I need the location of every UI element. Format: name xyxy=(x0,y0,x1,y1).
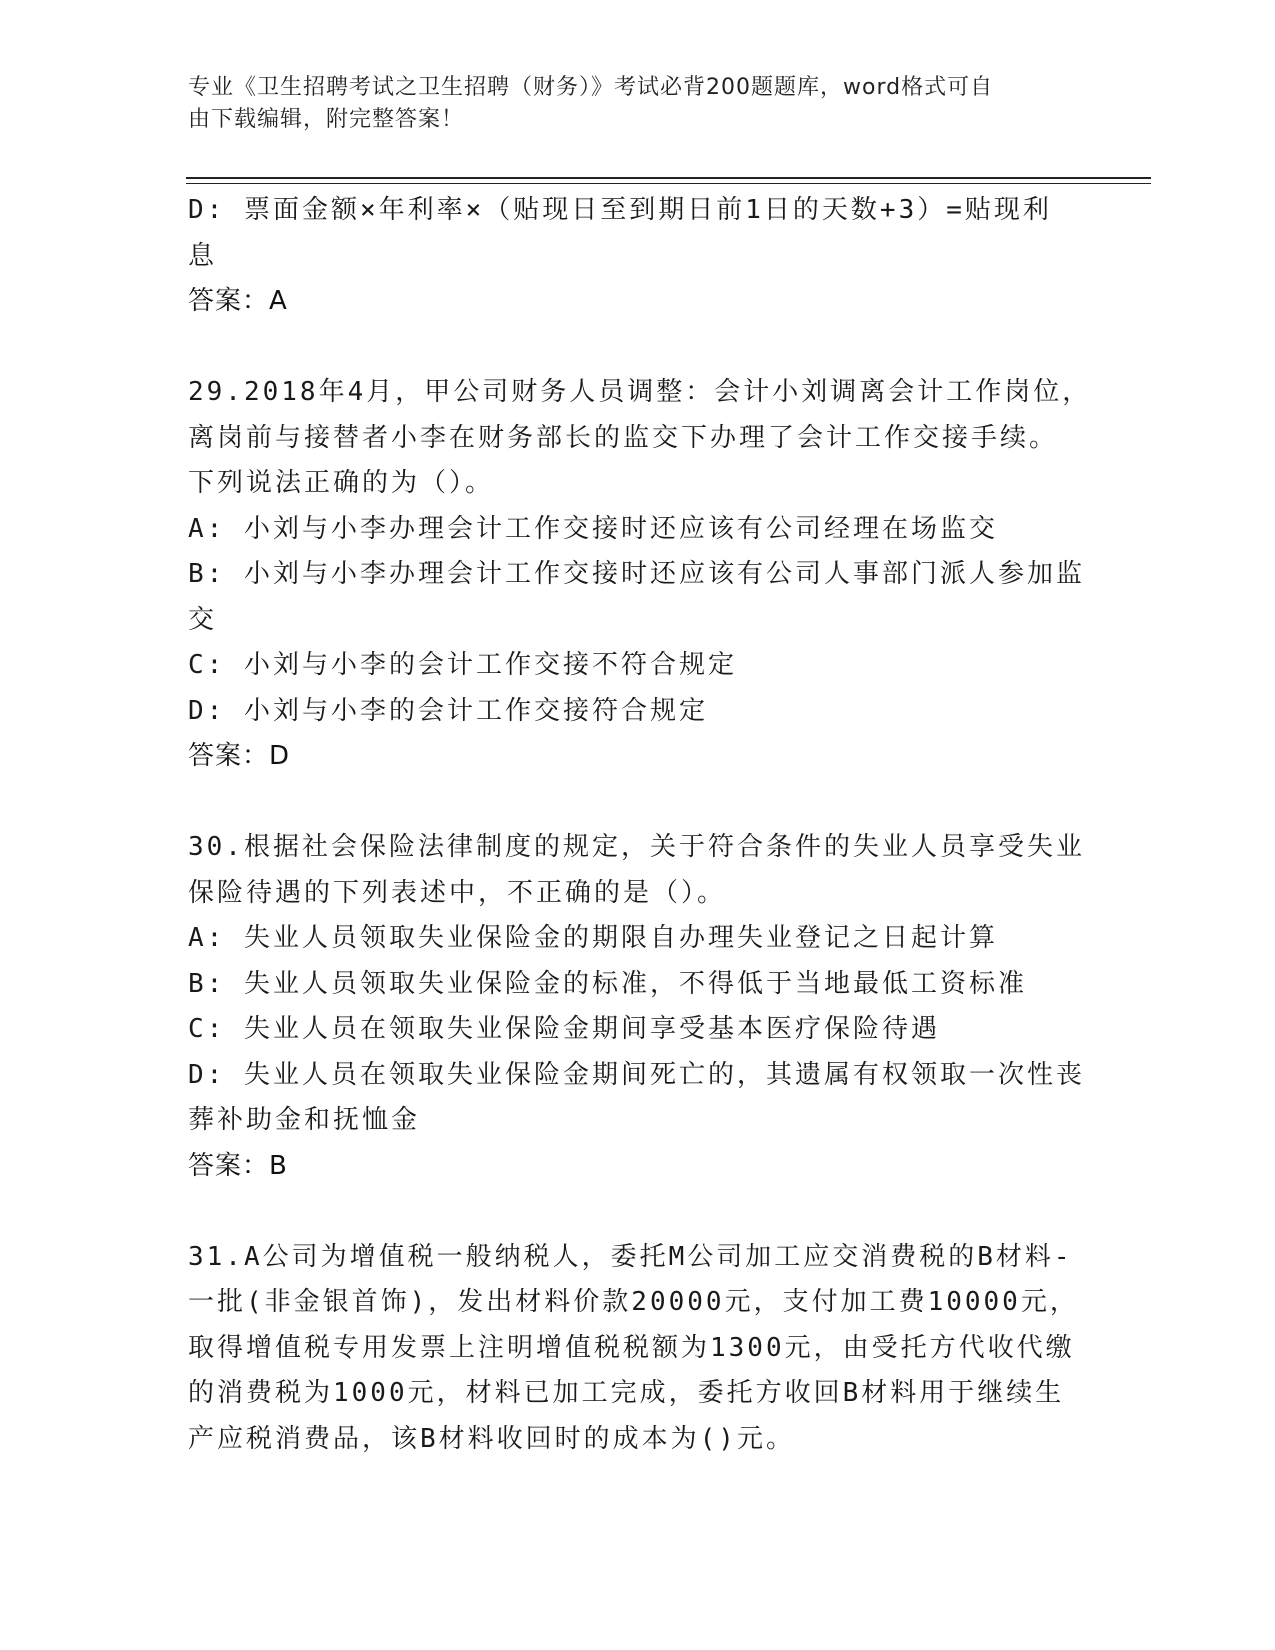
q28-answer: 答案：A xyxy=(188,286,288,316)
q29-stem-line1: 29.2018年4月，甲公司财务人员调整：会计小刘调离会计工作岗位， xyxy=(188,377,1092,407)
question-30 xyxy=(188,825,1088,1189)
q30-option-b: B: 失业人员领取失业保险金的标准，不得低于当地最低工资标准 xyxy=(188,968,1027,999)
q31-stem-line2: 一批(非金银首饰)，发出材料价款20000元，支付加工费10000元， xyxy=(188,1287,1079,1317)
q29-stem-line2: 离岗前与接替者小李在财务部长的监交下办理了会计工作交接手续。 xyxy=(188,422,1059,453)
q31-stem-line5: 产应税消费品，该B材料收回时的成本为()元。 xyxy=(188,1423,795,1454)
q30-option-c: C: 失业人员在领取失业保险金期间享受基本医疗保险待遇 xyxy=(188,1014,940,1044)
header-title-line1: 专业《卫生招聘考试之卫生招聘（财务）》考试必背200题题库，word格式可自 xyxy=(188,75,994,100)
q28-option-d-line1: D: 票面金额×年利率×（贴现日至到期日前1日的天数+3）=贴现利 xyxy=(188,195,1052,225)
q29-stem-line3: 下列说法正确的为（）。 xyxy=(188,468,495,498)
spacer xyxy=(188,1189,1088,1235)
q30-option-a: A: 失业人员领取失业保险金的期限自办理失业登记之日起计算 xyxy=(188,923,998,953)
header-rule-thick xyxy=(186,177,1151,179)
spacer xyxy=(188,780,1088,826)
q30-option-d-line2: 葬补助金和抚恤金 xyxy=(188,1105,421,1135)
q29-option-c: C: 小刘与小李的会计工作交接不符合规定 xyxy=(188,650,737,680)
header-title-line2: 由下载编辑，附完整答案！ xyxy=(188,107,465,132)
spacer xyxy=(188,325,1088,371)
q29-option-b-line2: 交 xyxy=(188,604,218,635)
q29-option-d: D: 小刘与小李的会计工作交接符合规定 xyxy=(188,695,708,726)
q29-option-b-line1: B: 小刘与小李办理会计工作交接时还应该有公司人事部门派人参加监 xyxy=(188,559,1085,589)
q29-answer: 答案：D xyxy=(188,741,291,771)
question-31 xyxy=(188,1235,1088,1463)
q31-stem-line4: 的消费税为1000元，材料已加工完成，委托方收回B材料用于继续生 xyxy=(188,1378,1065,1408)
q28-option-d-line2: 息 xyxy=(188,240,218,271)
q31-stem-line3: 取得增值税专用发票上注明增值税税额为1300元，由受托方代收代缴 xyxy=(188,1332,1075,1363)
question-28 xyxy=(188,188,1088,325)
q30-answer: 答案：B xyxy=(188,1150,288,1181)
q30-stem-line2: 保险待遇的下列表述中，不正确的是（）。 xyxy=(188,877,727,908)
q31-stem-line1: 31.A公司为增值税一般纳税人，委托M公司加工应交消费税的B材料- xyxy=(188,1241,1073,1272)
document-header xyxy=(188,72,1068,136)
q29-option-a: A: 小刘与小李办理会计工作交接时还应该有公司经理在场监交 xyxy=(188,513,998,544)
question-29 xyxy=(188,370,1092,780)
document-body xyxy=(188,188,1092,1462)
q30-option-d-line1: D: 失业人员在领取失业保险金期间死亡的，其遗属有权领取一次性丧 xyxy=(188,1059,1085,1090)
q30-stem-line1: 30.根据社会保险法律制度的规定，关于符合条件的失业人员享受失业 xyxy=(188,832,1085,862)
header-rule-thin xyxy=(186,183,1151,184)
